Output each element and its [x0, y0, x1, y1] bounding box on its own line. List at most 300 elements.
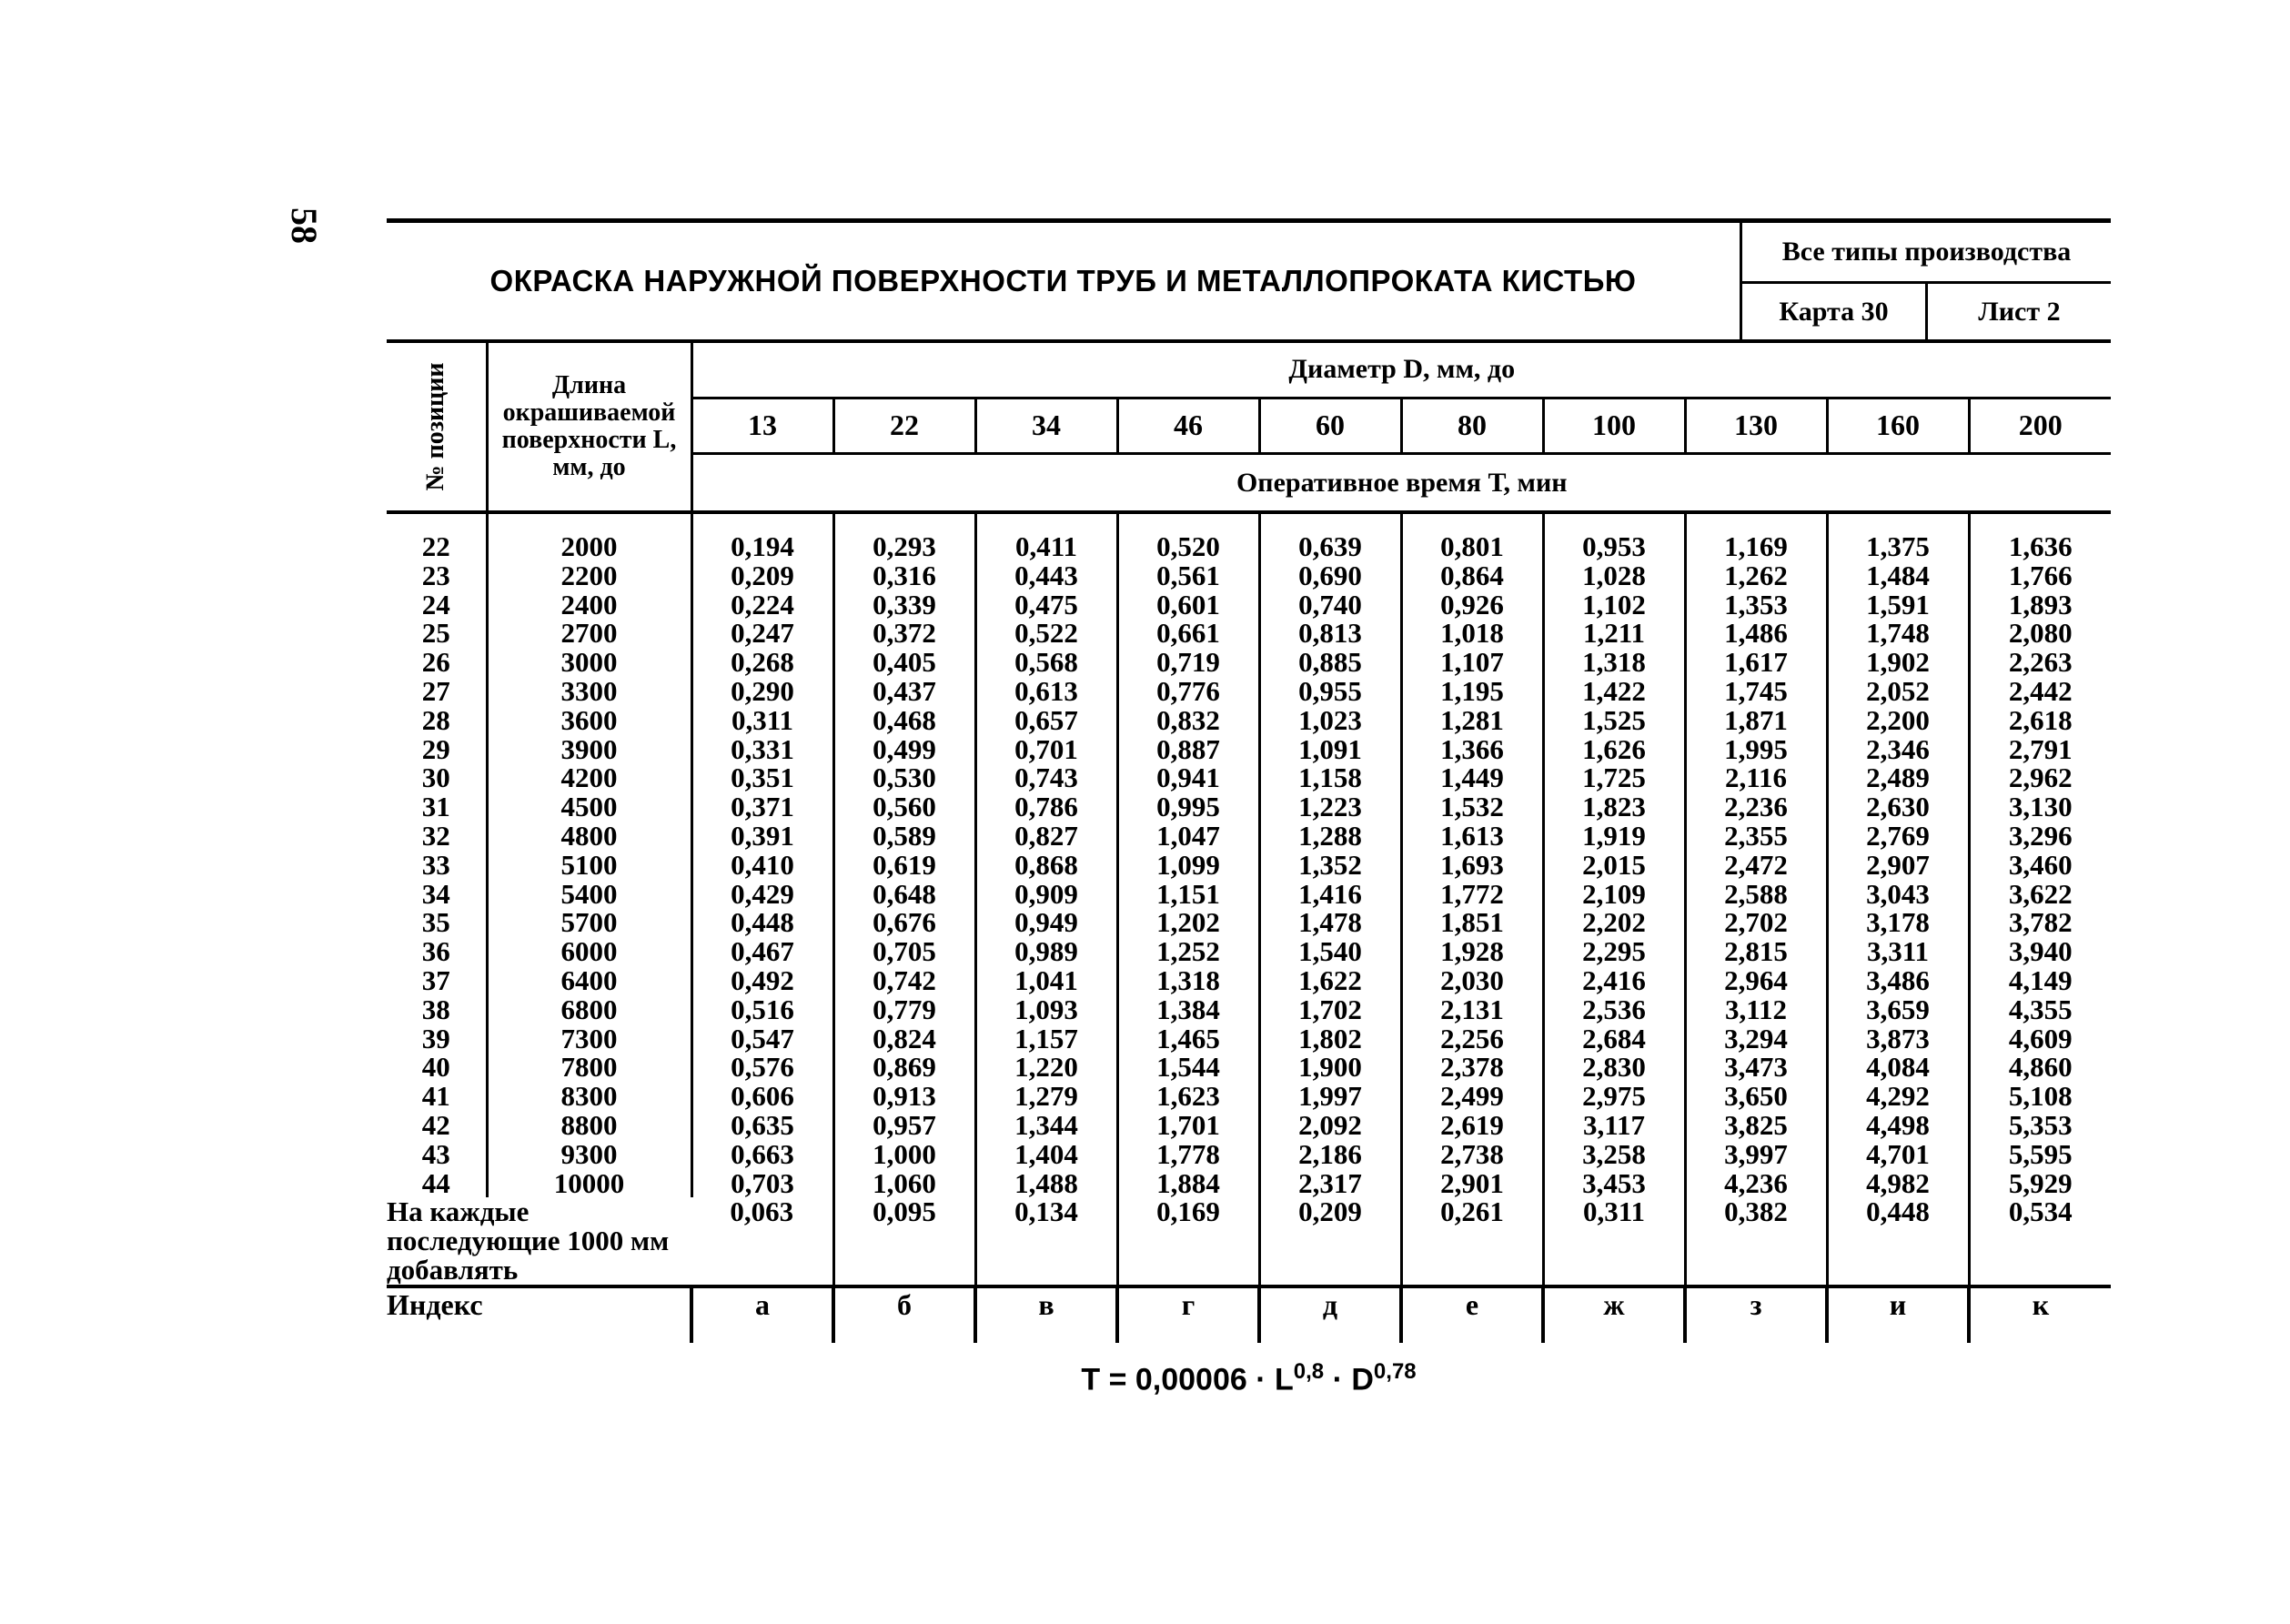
time-value: 1,352 — [1298, 848, 1362, 881]
time-value: 1,279 — [1014, 1080, 1078, 1113]
card-title: ОКРАСКА НАРУЖНОЙ ПОВЕРХНОСТИ ТРУБ И МЕТАЛЛОПРОКАТА КИСТЬЮ — [387, 223, 1742, 339]
time-value: 1,693 — [1440, 848, 1504, 881]
time-value: 0,516 — [731, 993, 794, 1025]
diameter-22: 22 — [833, 398, 975, 454]
time-value: 5,108 — [2008, 1080, 2073, 1113]
position-number: 30 — [421, 762, 450, 794]
time-value: 0,560 — [873, 791, 936, 823]
time-value: 3,296 — [2008, 819, 2073, 852]
time-value: 2,295 — [1582, 935, 1646, 968]
additional-value-d80: 0,261 — [1401, 1197, 1543, 1286]
time-value: 1,384 — [1156, 993, 1220, 1025]
time-value: 1,211 — [1582, 617, 1646, 650]
time-value: 3,825 — [1724, 1108, 1788, 1141]
norm-card-sheet — [387, 218, 2111, 1398]
time-value: 1,091 — [1298, 732, 1362, 765]
positions-column — [387, 512, 487, 1197]
time-value: 3,873 — [1866, 1022, 1930, 1054]
time-value: 1,478 — [1298, 906, 1362, 939]
time-value: 2,907 — [1866, 848, 1930, 881]
time-value: 1,823 — [1582, 791, 1646, 823]
index-letter: г — [1117, 1286, 1259, 1343]
length-header: Длина окрашиваемой поверхности L, мм, до — [487, 343, 691, 512]
time-value: 1,871 — [1724, 703, 1788, 736]
sheet-number: Лист 2 — [1978, 296, 2061, 327]
time-value: 0,475 — [1014, 588, 1078, 620]
time-value: 0,268 — [731, 646, 794, 679]
time-value: 1,281 — [1440, 703, 1504, 736]
time-value: 1,725 — [1582, 762, 1646, 794]
time-value: 2,738 — [1440, 1137, 1504, 1170]
time-value: 3,043 — [1866, 877, 1930, 910]
time-value: 2,030 — [1440, 963, 1504, 996]
time-value: 1,288 — [1298, 819, 1362, 852]
time-value: 1,366 — [1440, 732, 1504, 765]
time-value: 0,957 — [873, 1108, 936, 1141]
values-column-d100 — [1543, 512, 1685, 1197]
time-value: 1,223 — [1298, 791, 1362, 823]
time-value: 0,561 — [1156, 559, 1220, 591]
position-number: 38 — [421, 993, 450, 1025]
time-value: 0,742 — [873, 963, 936, 996]
time-value: 0,779 — [873, 993, 936, 1025]
additional-value-d60: 0,209 — [1259, 1197, 1401, 1286]
time-value: 0,351 — [731, 762, 794, 794]
time-value: 0,661 — [1156, 617, 1220, 650]
time-value: 1,919 — [1582, 819, 1646, 852]
time-value: 3,453 — [1582, 1166, 1646, 1199]
time-value: 2,964 — [1724, 963, 1788, 996]
position-number: 39 — [421, 1022, 450, 1054]
time-value: 2,263 — [2008, 646, 2073, 679]
values-column-d200 — [1969, 512, 2111, 1197]
length-value: 6800 — [560, 993, 618, 1025]
length-value: 2700 — [560, 617, 618, 650]
time-value: 1,093 — [1014, 993, 1078, 1025]
time-value: 0,941 — [1156, 762, 1220, 794]
time-value: 0,568 — [1014, 646, 1078, 679]
values-column-d34 — [975, 512, 1117, 1197]
time-value: 0,522 — [1014, 617, 1078, 650]
length-value: 2200 — [560, 559, 618, 591]
time-value: 0,648 — [873, 877, 936, 910]
time-value: 1,851 — [1440, 906, 1504, 939]
time-value: 2,378 — [1440, 1051, 1504, 1084]
card-header — [387, 223, 2111, 343]
time-value: 1,028 — [1582, 559, 1646, 591]
time-value: 2,815 — [1724, 935, 1788, 968]
time-value: 3,112 — [1724, 993, 1788, 1025]
time-value: 0,926 — [1440, 588, 1504, 620]
formula — [387, 1359, 2111, 1397]
time-value: 0,247 — [731, 617, 794, 650]
time-value: 0,832 — [1156, 703, 1220, 736]
diameter-60: 60 — [1259, 398, 1401, 454]
position-number: 22 — [421, 530, 450, 562]
time-value: 2,489 — [1866, 762, 1930, 794]
card-number: Карта 30 — [1742, 284, 1928, 339]
time-value: 1,997 — [1298, 1080, 1362, 1113]
length-value: 6400 — [560, 963, 618, 996]
time-value: 2,901 — [1440, 1166, 1504, 1199]
lengths-column — [487, 512, 691, 1197]
time-value: 2,830 — [1582, 1051, 1646, 1084]
length-value: 4500 — [560, 791, 618, 823]
position-number: 25 — [421, 617, 450, 650]
values-column-d60 — [1259, 512, 1401, 1197]
length-value: 9300 — [560, 1137, 618, 1170]
time-value: 1,488 — [1014, 1166, 1078, 1199]
time-value: 0,989 — [1014, 935, 1078, 968]
additional-value-d200: 0,534 — [1969, 1197, 2111, 1286]
time-value: 1,102 — [1582, 588, 1646, 620]
time-value: 0,676 — [873, 906, 936, 939]
time-value: 0,601 — [1156, 588, 1220, 620]
time-value: 1,202 — [1156, 906, 1220, 939]
length-value: 3600 — [560, 703, 618, 736]
time-value: 0,492 — [731, 963, 794, 996]
position-number: 43 — [421, 1137, 450, 1170]
position-number: 41 — [421, 1080, 450, 1113]
time-value: 0,955 — [1298, 674, 1362, 707]
production-types: Все типы производства — [1742, 223, 2111, 284]
time-value: 3,130 — [2008, 791, 2073, 823]
time-value: 1,525 — [1582, 703, 1646, 736]
position-number: 40 — [421, 1051, 450, 1084]
time-value: 1,099 — [1156, 848, 1220, 881]
time-value: 1,802 — [1298, 1022, 1362, 1054]
time-value: 3,117 — [1582, 1108, 1646, 1141]
time-value: 1,484 — [1866, 559, 1930, 591]
length-value: 5400 — [560, 877, 618, 910]
position-number: 34 — [421, 877, 450, 910]
position-number: 33 — [421, 848, 450, 881]
position-header-cell — [387, 343, 487, 512]
time-value: 1,416 — [1298, 877, 1362, 910]
time-value: 0,690 — [1298, 559, 1362, 591]
time-value: 1,195 — [1440, 674, 1504, 707]
time-value: 2,052 — [1866, 674, 1930, 707]
time-value: 1,449 — [1440, 762, 1504, 794]
time-value: 3,622 — [2008, 877, 2073, 910]
time-value: 0,331 — [731, 732, 794, 765]
data-columns-row — [387, 512, 2111, 1197]
time-value: 0,209 — [731, 559, 794, 591]
time-value: 0,372 — [873, 617, 936, 650]
time-value: 3,650 — [1724, 1080, 1788, 1113]
page-number: 58 — [284, 207, 325, 244]
length-value: 3900 — [560, 732, 618, 765]
time-value: 0,613 — [1014, 674, 1078, 707]
diameter-160: 160 — [1827, 398, 1969, 454]
time-value: 1,636 — [2008, 530, 2073, 562]
time-value: 1,060 — [873, 1166, 936, 1199]
time-value: 0,824 — [873, 1022, 936, 1054]
formula-d-exponent: 0,78 — [1373, 1359, 1417, 1385]
time-value: 1,151 — [1156, 877, 1220, 910]
time-value: 0,827 — [1014, 819, 1078, 852]
time-value: 0,391 — [731, 819, 794, 852]
time-value: 4,149 — [2008, 963, 2073, 996]
time-value: 0,589 — [873, 819, 936, 852]
time-value: 2,080 — [2008, 617, 2073, 650]
diameter-46: 46 — [1117, 398, 1259, 454]
index-letter: д — [1259, 1286, 1401, 1343]
time-value: 4,982 — [1866, 1166, 1930, 1199]
time-value: 0,411 — [1014, 530, 1078, 562]
time-value: 0,606 — [731, 1080, 794, 1113]
length-value: 4800 — [560, 819, 618, 852]
length-value: 6000 — [560, 935, 618, 968]
values-column-d160 — [1827, 512, 1969, 1197]
time-value: 1,591 — [1866, 588, 1930, 620]
values-column-d13 — [691, 512, 833, 1197]
time-value: 1,000 — [873, 1137, 936, 1170]
formula-middle: · D — [1324, 1362, 1374, 1397]
time-value: 4,292 — [1866, 1080, 1930, 1113]
time-value: 1,318 — [1582, 646, 1646, 679]
time-value: 0,786 — [1014, 791, 1078, 823]
time-value: 2,618 — [2008, 703, 2073, 736]
time-value: 0,467 — [731, 935, 794, 968]
time-value: 1,220 — [1014, 1051, 1078, 1084]
operative-time-header: Оперативное время Т, мин — [691, 454, 2111, 512]
time-value: 0,868 — [1014, 848, 1078, 881]
position-number: 36 — [421, 935, 450, 968]
time-value: 1,465 — [1156, 1022, 1220, 1054]
diameter-100: 100 — [1543, 398, 1685, 454]
time-value: 0,448 — [731, 906, 794, 939]
time-value: 0,701 — [1014, 732, 1078, 765]
time-value: 0,437 — [873, 674, 936, 707]
time-value: 3,659 — [1866, 993, 1930, 1025]
time-value: 1,772 — [1440, 877, 1504, 910]
time-value: 1,023 — [1298, 703, 1362, 736]
additional-value-d13: 0,063 — [691, 1197, 833, 1286]
time-value: 0,657 — [1014, 703, 1078, 736]
time-norm-table — [387, 343, 2111, 1343]
position-header: № позиции — [421, 362, 450, 491]
position-number: 31 — [421, 791, 450, 823]
length-value: 8800 — [560, 1108, 618, 1141]
time-value: 0,813 — [1298, 617, 1362, 650]
time-value: 2,317 — [1298, 1166, 1362, 1199]
time-value: 1,344 — [1014, 1108, 1078, 1141]
time-value: 4,084 — [1866, 1051, 1930, 1084]
time-value: 3,258 — [1582, 1137, 1646, 1170]
time-value: 1,157 — [1014, 1022, 1078, 1054]
time-value: 0,885 — [1298, 646, 1362, 679]
time-value: 0,290 — [731, 674, 794, 707]
diameter-34: 34 — [975, 398, 1117, 454]
time-value: 2,619 — [1440, 1108, 1504, 1141]
time-value: 1,623 — [1156, 1080, 1220, 1113]
length-value: 3300 — [560, 674, 618, 707]
diameter-header: Диаметр D, мм, до — [691, 343, 2111, 398]
time-value: 3,473 — [1724, 1051, 1788, 1084]
time-value: 3,486 — [1866, 963, 1930, 996]
additional-value-d34: 0,134 — [975, 1197, 1117, 1286]
time-value: 1,404 — [1014, 1137, 1078, 1170]
index-letter: ж — [1543, 1286, 1685, 1343]
time-value: 4,701 — [1866, 1137, 1930, 1170]
time-value: 4,860 — [2008, 1051, 2073, 1084]
time-value: 3,178 — [1866, 906, 1930, 939]
time-value: 0,663 — [731, 1137, 794, 1170]
length-value: 5100 — [560, 848, 618, 881]
time-value: 1,018 — [1440, 617, 1504, 650]
time-value: 5,595 — [2008, 1137, 2073, 1170]
position-number: 23 — [421, 559, 450, 591]
time-value: 0,953 — [1582, 530, 1646, 562]
time-value: 0,740 — [1298, 588, 1362, 620]
length-value: 2400 — [560, 588, 618, 620]
time-value: 2,684 — [1582, 1022, 1646, 1054]
time-value: 1,169 — [1724, 530, 1788, 562]
time-value: 0,443 — [1014, 559, 1078, 591]
time-value: 2,975 — [1582, 1080, 1646, 1113]
time-value: 1,262 — [1724, 559, 1788, 591]
time-value: 0,576 — [731, 1051, 794, 1084]
time-value: 2,791 — [2008, 732, 2073, 765]
time-value: 1,701 — [1156, 1108, 1220, 1141]
card-sheet-info — [1742, 284, 2111, 339]
time-value: 0,909 — [1014, 877, 1078, 910]
position-number: 27 — [421, 674, 450, 707]
index-letter: а — [691, 1286, 833, 1343]
time-value: 2,092 — [1298, 1108, 1362, 1141]
time-value: 1,540 — [1298, 935, 1362, 968]
position-number: 35 — [421, 906, 450, 939]
time-value: 1,613 — [1440, 819, 1504, 852]
time-value: 0,468 — [873, 703, 936, 736]
index-row — [387, 1286, 2111, 1343]
time-value: 0,194 — [731, 530, 794, 562]
time-value: 1,532 — [1440, 791, 1504, 823]
time-value: 1,617 — [1724, 646, 1788, 679]
time-value: 0,995 — [1156, 791, 1220, 823]
length-value: 10000 — [553, 1166, 625, 1199]
time-value: 2,346 — [1866, 732, 1930, 765]
time-value: 2,416 — [1582, 963, 1646, 996]
time-value: 1,041 — [1014, 963, 1078, 996]
time-value: 2,015 — [1582, 848, 1646, 881]
index-letter: з — [1685, 1286, 1827, 1343]
time-value: 1,626 — [1582, 732, 1646, 765]
diameter-200: 200 — [1969, 398, 2111, 454]
time-value: 1,778 — [1156, 1137, 1220, 1170]
time-value: 1,893 — [2008, 588, 2073, 620]
time-value: 1,422 — [1582, 674, 1646, 707]
additional-label: На каждые последующие 1000 мм добавлять — [387, 1197, 691, 1286]
time-value: 1,158 — [1298, 762, 1362, 794]
time-value: 1,252 — [1156, 935, 1220, 968]
time-value: 1,884 — [1156, 1166, 1220, 1199]
index-letter: е — [1401, 1286, 1543, 1343]
time-value: 1,995 — [1724, 732, 1788, 765]
time-value: 3,311 — [1866, 935, 1930, 968]
length-value: 4200 — [560, 762, 618, 794]
time-value: 2,499 — [1440, 1080, 1504, 1113]
time-value: 1,745 — [1724, 674, 1788, 707]
time-value: 2,236 — [1724, 791, 1788, 823]
additional-value-d46: 0,169 — [1117, 1197, 1259, 1286]
card-meta — [1742, 223, 2111, 339]
time-value: 3,294 — [1724, 1022, 1788, 1054]
time-value: 1,544 — [1156, 1051, 1220, 1084]
additional-value-d22: 0,095 — [833, 1197, 975, 1286]
values-column-d22 — [833, 512, 975, 1197]
length-value: 2000 — [560, 530, 618, 562]
time-value: 0,405 — [873, 646, 936, 679]
time-value: 2,442 — [2008, 674, 2073, 707]
time-value: 1,375 — [1866, 530, 1930, 562]
length-value: 8300 — [560, 1080, 618, 1113]
index-letter: и — [1827, 1286, 1969, 1343]
time-value: 4,236 — [1724, 1166, 1788, 1199]
length-value: 5700 — [560, 906, 618, 939]
time-value: 0,635 — [731, 1108, 794, 1141]
time-value: 2,131 — [1440, 993, 1504, 1025]
time-value: 2,116 — [1724, 762, 1788, 794]
time-value: 0,913 — [873, 1080, 936, 1113]
time-value: 3,940 — [2008, 935, 2073, 968]
time-value: 0,887 — [1156, 732, 1220, 765]
time-value: 5,353 — [2008, 1108, 2073, 1141]
position-number: 28 — [421, 703, 450, 736]
index-letter: к — [1969, 1286, 2111, 1343]
time-value: 0,339 — [873, 588, 936, 620]
time-value: 0,801 — [1440, 530, 1504, 562]
time-value: 2,202 — [1582, 906, 1646, 939]
time-value: 4,498 — [1866, 1108, 1930, 1141]
time-value: 0,530 — [873, 762, 936, 794]
time-value: 0,499 — [873, 732, 936, 765]
time-value: 5,929 — [2008, 1166, 2073, 1199]
length-value: 7800 — [560, 1051, 618, 1084]
diameter-13: 13 — [691, 398, 833, 454]
time-value: 2,256 — [1440, 1022, 1504, 1054]
position-number: 26 — [421, 646, 450, 679]
values-column-d130 — [1685, 512, 1827, 1197]
diameter-80: 80 — [1401, 398, 1543, 454]
additional-value-d130: 0,382 — [1685, 1197, 1827, 1286]
time-value: 0,311 — [731, 703, 794, 736]
time-value: 2,109 — [1582, 877, 1646, 910]
time-value: 0,410 — [731, 848, 794, 881]
position-number: 37 — [421, 963, 450, 996]
time-value: 1,900 — [1298, 1051, 1362, 1084]
time-value: 3,460 — [2008, 848, 2073, 881]
time-value: 2,355 — [1724, 819, 1788, 852]
index-label: Индекс — [387, 1288, 483, 1322]
time-value: 4,355 — [2008, 993, 2073, 1025]
time-value: 0,639 — [1298, 530, 1362, 562]
time-value: 0,719 — [1156, 646, 1220, 679]
time-value: 1,928 — [1440, 935, 1504, 968]
position-number: 29 — [421, 732, 450, 765]
time-value: 0,371 — [731, 791, 794, 823]
time-value: 2,630 — [1866, 791, 1930, 823]
position-number: 42 — [421, 1108, 450, 1141]
time-value: 0,520 — [1156, 530, 1220, 562]
time-value: 1,748 — [1866, 617, 1930, 650]
time-value: 1,047 — [1156, 819, 1220, 852]
time-value: 3,997 — [1724, 1137, 1788, 1170]
time-value: 2,702 — [1724, 906, 1788, 939]
time-value: 1,622 — [1298, 963, 1362, 996]
length-value: 7300 — [560, 1022, 618, 1054]
